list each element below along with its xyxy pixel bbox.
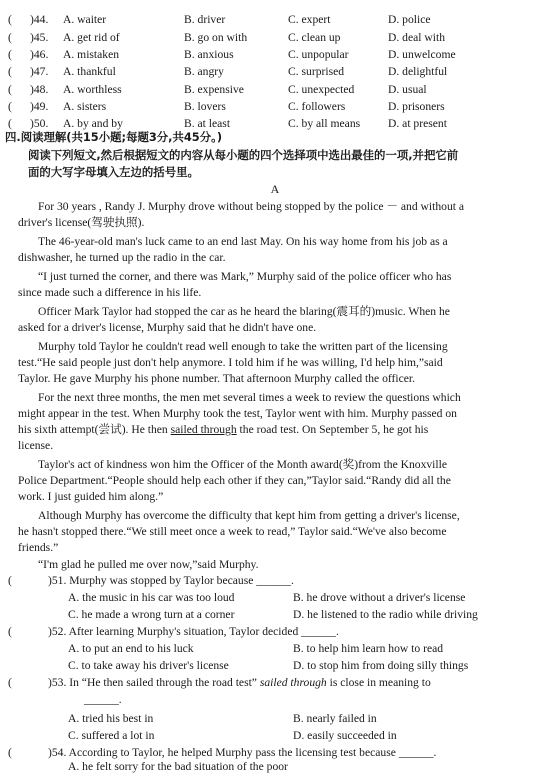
option-c: C. to take away his driver's license <box>68 659 229 672</box>
instructions-line-2: 面的大写字母填入左边的括号里。 <box>28 165 199 179</box>
option-row <box>8 83 548 98</box>
passage-line: dishwasher, he turned up the radio in the car. <box>18 251 226 264</box>
option-b: B. driver <box>184 13 226 26</box>
option-c: C. unpopular <box>288 48 349 61</box>
option-c: C. by all means <box>288 117 361 130</box>
option-c: C. he made a wrong turn at a corner <box>68 608 235 621</box>
answer-bracket[interactable]: ( <box>8 676 12 689</box>
question-stem: )54. According to Taylor, he helped Murphy pass the licensing test because ______. <box>48 746 437 759</box>
option-c: C. unexpected <box>288 83 355 96</box>
question-number: )45. <box>30 31 49 44</box>
option-c: C. surprised <box>288 65 345 78</box>
answer-bracket[interactable]: ( <box>8 13 12 26</box>
option-d: D. police <box>388 13 431 26</box>
option-b: B. nearly failed in <box>293 712 377 725</box>
instructions-line-1: 阅读下列短文,然后根据短文的内容从每小题的四个选择项中选出最佳的一项,并把它前 <box>28 148 459 162</box>
answer-blank: ______. <box>84 693 122 706</box>
passage-line: asked for a driver's license, Murphy said that he didn't have one. <box>18 321 317 334</box>
answer-bracket[interactable]: ( <box>8 746 12 759</box>
stem-text: is close in meaning to <box>326 676 431 689</box>
passage-line: Officer Mark Taylor had stopped the car as he heard the blaring(震耳的)music. When he <box>38 305 450 318</box>
option-a: A. tried his best in <box>68 712 154 725</box>
option-d: D. usual <box>388 83 427 96</box>
question-number: )46. <box>30 48 49 61</box>
passage-text: the road test. On September 5, he got his <box>236 423 429 436</box>
question-number: )50. <box>30 117 49 130</box>
passage-line: he hasn't stopped there.“We still meet once a week to read,” Taylor said.“We've also become <box>18 525 447 538</box>
question-stem <box>48 676 431 690</box>
option-d: D. delightful <box>388 65 448 78</box>
option-b: B. anxious <box>184 48 234 61</box>
passage-line: test.“He said people just don't help anymore. I told him if he was willing, I'd help him,”said <box>18 356 443 369</box>
passage-line: might appear in the test. When Murphy took the test, Taylor went with him. Murphy passed on <box>18 407 457 420</box>
answer-bracket[interactable]: ( <box>8 100 12 113</box>
option-c: C. suffered a lot in <box>68 729 155 742</box>
question-number: )44. <box>30 13 49 26</box>
option-a: A. he felt sorry for the bad situation of the poor <box>68 760 288 773</box>
option-b: B. lovers <box>184 100 226 113</box>
option-d: D. prisoners <box>388 100 445 113</box>
section-title: 四.阅读理解(共15小题;每题3分,共45分。) <box>5 130 223 144</box>
option-c: C. expert <box>288 13 331 26</box>
option-row <box>8 65 548 80</box>
option-row <box>8 13 548 28</box>
option-b: B. angry <box>184 65 224 78</box>
option-row <box>8 100 548 115</box>
option-a: A. to put an end to his luck <box>68 642 194 655</box>
option-a: A. the music in his car was too loud <box>68 591 235 604</box>
option-d: D. deal with <box>388 31 445 44</box>
option-row <box>8 31 548 46</box>
underlined-phrase: sailed through <box>170 423 237 436</box>
option-a: A. sisters <box>63 100 107 113</box>
passage-line: “I just turned the corner, and there was Mark,” Murphy said of the police officer who has <box>38 270 452 283</box>
option-d: D. unwelcome <box>388 48 456 61</box>
question-number: )48. <box>30 83 49 96</box>
passage-line <box>18 423 530 437</box>
question-number: )49. <box>30 100 49 113</box>
option-row <box>8 48 548 63</box>
option-d: D. to stop him from doing silly things <box>293 659 469 672</box>
passage-line: Although Murphy has overcome the difficulty that kept him from getting a driver's license, <box>38 509 460 522</box>
answer-bracket[interactable]: ( <box>8 83 12 96</box>
passage-line: license. <box>18 439 54 452</box>
option-a: A. worthless <box>63 83 122 96</box>
option-a: A. mistaken <box>63 48 120 61</box>
answer-bracket[interactable]: ( <box>8 625 12 638</box>
option-c: C. followers <box>288 100 346 113</box>
answer-bracket[interactable]: ( <box>8 48 12 61</box>
option-d: D. at present <box>388 117 447 130</box>
option-b: B. to help him learn how to read <box>293 642 444 655</box>
italic-phrase: sailed through <box>259 676 327 689</box>
option-a: A. get rid of <box>63 31 120 44</box>
passage-line: Taylor. He gave Murphy his phone number. That afternoon Murphy called the officer. <box>18 372 416 385</box>
option-a: A. by and by <box>63 117 123 130</box>
passage-line: driver's license(驾驶执照). <box>18 216 145 229</box>
option-d: D. he listened to the radio while driving <box>293 608 478 621</box>
passage-line: friends.” <box>18 541 59 554</box>
passage-line: work. I just guided him along.” <box>18 490 164 503</box>
question-number: )47. <box>30 65 49 78</box>
option-a: A. waiter <box>63 13 107 26</box>
passage-line: For the next three months, the men met several times a week to review the questions which <box>38 391 461 404</box>
question-stem: )51. Murphy was stopped by Taylor because ______. <box>48 574 294 587</box>
passage-line: “I'm glad he pulled me over now,”said Murphy. <box>38 558 259 571</box>
passage-line: Police Department.“People should help each other if they can,”Taylor said.“Randy did all the <box>18 474 451 487</box>
answer-bracket[interactable]: ( <box>8 574 12 587</box>
option-a: A. thankful <box>63 65 116 78</box>
passage-line: Taylor's act of kindness won him the Officer of the Month award(奖)from the Knoxville <box>38 458 447 471</box>
passage-label: A <box>270 182 280 196</box>
option-d: D. easily succeeded in <box>293 729 397 742</box>
passage-line: Murphy told Taylor he couldn't read well enough to take the written part of the licensing <box>38 340 448 353</box>
passage-line: For 30 years , Randy J. Murphy drove without being stopped by the police － and without a <box>38 200 465 213</box>
passage-text: his sixth attempt(尝试). He then <box>18 423 171 436</box>
option-b: B. go on with <box>184 31 248 44</box>
answer-bracket[interactable]: ( <box>8 65 12 78</box>
stem-text: )53. In “He then sailed through the road test” <box>48 676 260 689</box>
option-b: B. he drove without a driver's license <box>293 591 466 604</box>
option-b: B. expensive <box>184 83 244 96</box>
answer-bracket[interactable]: ( <box>8 117 12 130</box>
question-stem: )52. After learning Murphy's situation, Taylor decided ______. <box>48 625 339 638</box>
option-c: C. clean up <box>288 31 341 44</box>
answer-bracket[interactable]: ( <box>8 31 12 44</box>
passage-line: The 46-year-old man's luck came to an end last May. On his way home from his job as a <box>38 235 448 248</box>
option-b: B. at least <box>184 117 231 130</box>
passage-line: since made such a difference in his life. <box>18 286 202 299</box>
